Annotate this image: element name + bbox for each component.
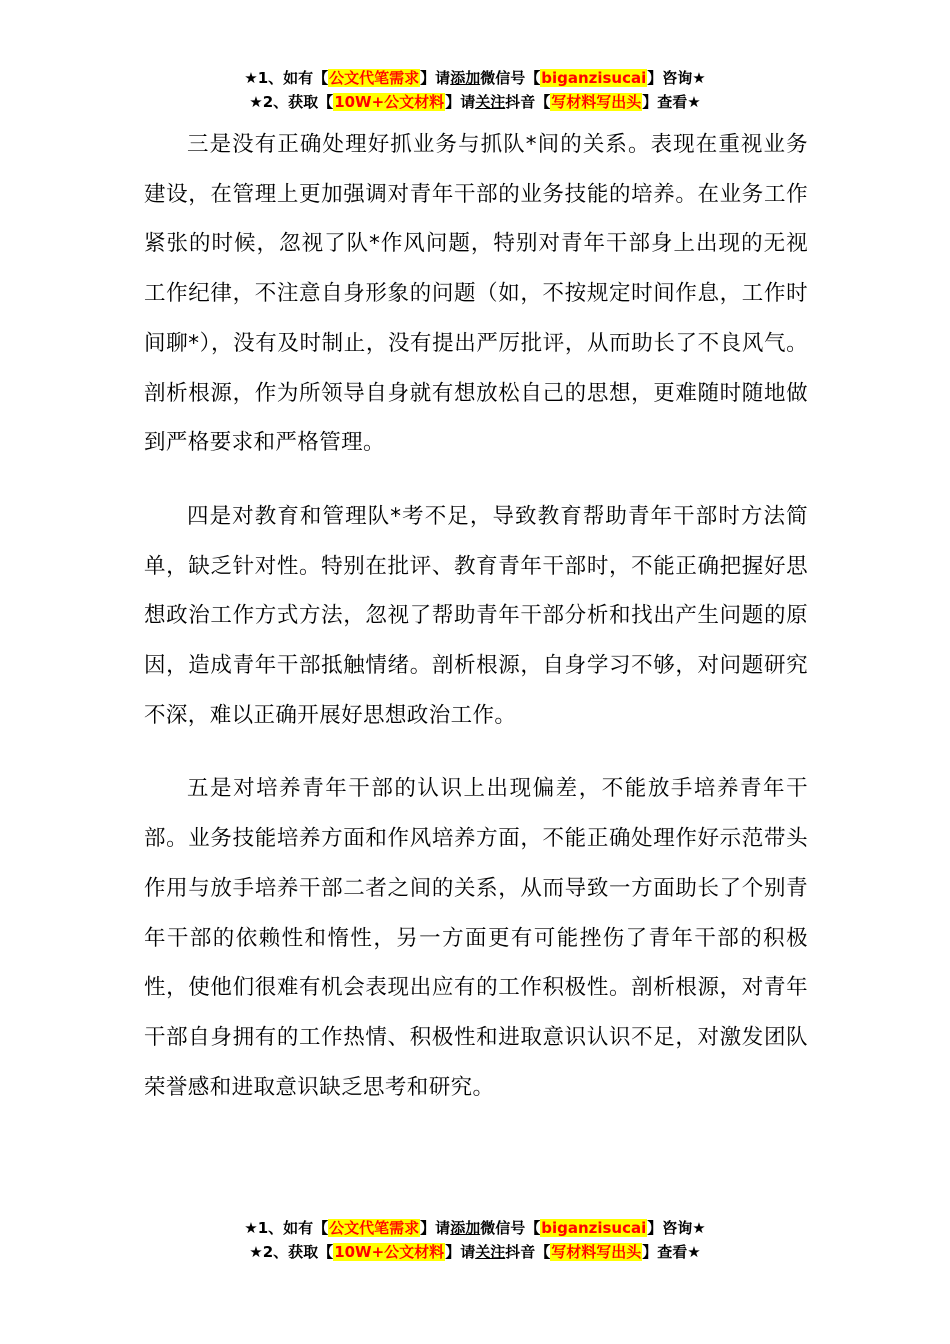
banner-text: ★1、如有【 xyxy=(244,69,329,87)
banner-highlight-wechat-id: biganzisucai xyxy=(541,1219,647,1237)
banner-text: 】请 xyxy=(445,1243,476,1261)
paragraph-three: 三是没有正确处理好抓业务与抓队*间的关系。表现在重视业务建设，在管理上更加强调对青年干部的业务技能的培养。在业务工作紧张的时候，忽视了队*作风问题，特别对青年干部身上出现的无视工作纪律，不注意自身形象的问题（如，不按规定时间作息，工作时间聊*），没有及时制止，没有提出严厉批评，从而助长了不良风气。剖析根源，作为所领导自身就有想放松自己的思想，更难随时随地做到严格要求和严格管理。 xyxy=(144,132,808,456)
paragraph-four: 四是对教育和管理队*考不足，导致教育帮助青年干部时方法简单，缺乏针对性。特别在批评、教育青年干部时，不能正确把握好思想政治工作方式方法，忽视了帮助青年干部分析和找出产生问题的原因，造成青年干部抵触情绪。剖析根源，自身学习不够，对问题研究不深，难以正确开展好思想政治工作。 xyxy=(144,503,808,728)
banner-text: 】查看★ xyxy=(642,93,701,111)
banner-highlight-materials: 10W+公文材料 xyxy=(334,1243,445,1261)
banner-text: 】请 xyxy=(420,1219,451,1237)
banner-text: 】请 xyxy=(420,69,451,87)
banner-highlight-service: 公文代笔需求 xyxy=(329,1219,420,1237)
banner-underline-text: 关注 xyxy=(475,93,506,111)
banner-highlight-douyin-account: 写材料写出头 xyxy=(551,93,642,111)
banner-line-1 xyxy=(0,66,950,90)
banner-underline-text: 添加 xyxy=(450,69,481,87)
banner-highlight-materials: 10W+公文材料 xyxy=(334,93,445,111)
banner-line-2 xyxy=(0,90,950,114)
banner-highlight-wechat-id: biganzisucai xyxy=(541,69,647,87)
footer-banner xyxy=(0,1216,950,1264)
banner-text: 】查看★ xyxy=(642,1243,701,1261)
banner-text: 抖音【 xyxy=(505,93,551,111)
banner-text: 微信号【 xyxy=(480,69,541,87)
banner-text: 抖音【 xyxy=(505,1243,551,1261)
banner-text: 】请 xyxy=(445,93,476,111)
banner-text: 】咨询★ xyxy=(647,69,706,87)
banner-text: 】咨询★ xyxy=(647,1219,706,1237)
banner-underline-text: 关注 xyxy=(475,1243,506,1261)
banner-highlight-service: 公文代笔需求 xyxy=(329,69,420,87)
banner-line-1 xyxy=(0,1216,950,1240)
banner-text: 微信号【 xyxy=(480,1219,541,1237)
banner-line-2 xyxy=(0,1240,950,1264)
banner-highlight-douyin-account: 写材料写出头 xyxy=(551,1243,642,1261)
banner-underline-text: 添加 xyxy=(450,1219,481,1237)
banner-text: ★2、获取【 xyxy=(249,1243,334,1261)
document-body xyxy=(144,120,808,1112)
banner-text: ★1、如有【 xyxy=(244,1219,329,1237)
paragraph-five: 五是对培养青年干部的认识上出现偏差，不能放手培养青年干部。业务技能培养方面和作风培养方面，不能正确处理作好示范带头作用与放手培养干部二者之间的关系，从而导致一方面助长了个别青年干部的依赖性和惰性，另一方面更有可能挫伤了青年干部的积极性，使他们很难有机会表现出应有的工作积极性。剖析根源，对青年干部自身拥有的工作热情、积极性和进取意识认识不足，对激发团队荣誉感和进取意识缺乏思考和研究。 xyxy=(144,776,808,1100)
banner-text: ★2、获取【 xyxy=(249,93,334,111)
header-banner xyxy=(0,66,950,114)
